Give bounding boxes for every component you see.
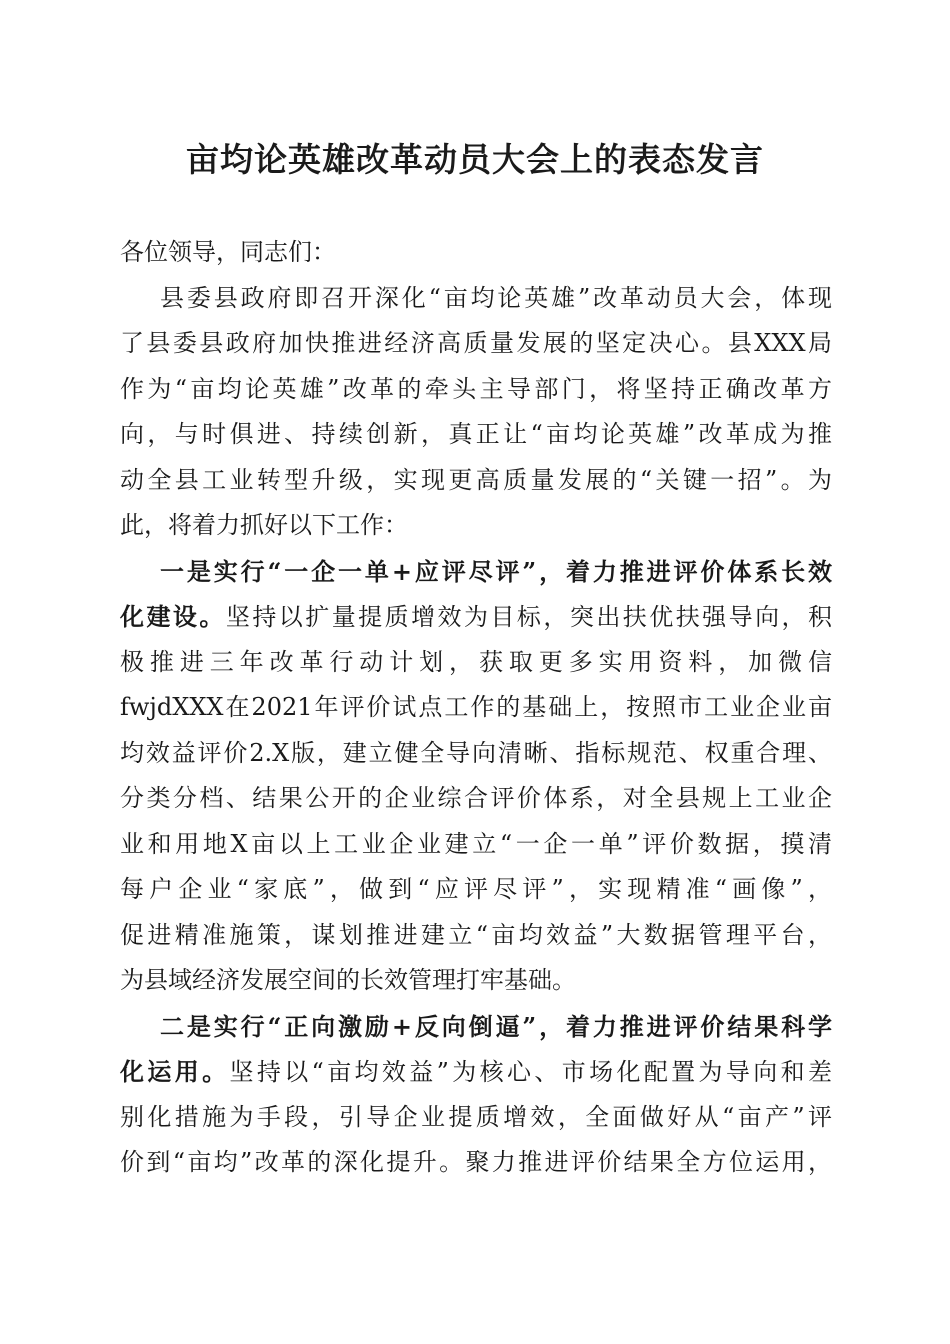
- line-text: 均效益评价2.X版，建立健全导向清晰、指标规范、权重合理、: [120, 738, 832, 767]
- line-text: 作为“亩均论英雄”改革的牵头主导部门，将坚持正确改革方: [120, 374, 832, 403]
- text-line: [120, 1004, 832, 1050]
- line-text: 分类分档、结果公开的企业综合评价体系，对全县规上工业企: [120, 784, 832, 812]
- text-line: [120, 503, 832, 549]
- text-line: [120, 640, 832, 686]
- document-title: 亩均论英雄改革动员大会上的表态发言: [186, 140, 764, 179]
- text-line: [120, 731, 832, 777]
- text-line: [120, 958, 832, 1004]
- bold-heading-text: 二是实行“正向激励+反向倒逼”，着力推进评价结果科学: [160, 1011, 832, 1041]
- line-text: 极推进三年改革行动计划，获取更多实用资料，加微信: [120, 647, 832, 676]
- text-line: [120, 1095, 832, 1141]
- text-line: [120, 321, 832, 367]
- text-line: [120, 913, 832, 959]
- bold-heading-text: 化运用。: [120, 1057, 230, 1086]
- text-line: [120, 412, 832, 458]
- line-text: 每户企业“家底”，做到“应评尽评”，实现精准“画像”，: [120, 875, 832, 903]
- bold-heading-text: 一是实行“一企一单+应评尽评”，着力推进评价体系长效: [160, 556, 832, 586]
- line-text: 此，将着力抓好以下工作：: [120, 511, 408, 539]
- line-text: 县委县政府即召开深化“亩均论英雄”改革动员大会，体现: [160, 283, 832, 312]
- text-line: [120, 230, 832, 276]
- line-text: 坚持以“亩均效益”为核心、市场化配置为导向和差: [229, 1058, 833, 1086]
- text-line: [120, 685, 832, 731]
- text-line: [120, 1140, 832, 1186]
- line-text: 别化措施为手段，引导企业提质增效，全面做好从“亩产”评: [120, 1102, 832, 1131]
- text-line: [120, 822, 832, 868]
- line-text: fwjdXXX在2021年评价试点工作的基础上，按照市工业企业亩: [120, 693, 832, 721]
- bold-heading-text: 化建设。: [120, 602, 226, 631]
- text-line: [120, 594, 832, 640]
- text-line: [120, 867, 832, 913]
- text-line: [120, 458, 832, 504]
- document-body: [120, 230, 832, 1186]
- text-line: [120, 549, 832, 595]
- line-text: 坚持以扩量提质增效为目标，突出扶优扶强导向，积: [225, 603, 833, 631]
- line-text: 业和用地X亩以上工业企业建立“一企一单”评价数据，摸清: [120, 829, 832, 858]
- text-line: [120, 367, 832, 413]
- line-text: 了县委县政府加快推进经济高质量发展的坚定决心。县XXX局: [120, 329, 832, 357]
- line-text: 促进精准施策，谋划推进建立“亩均效益”大数据管理平台，: [120, 920, 832, 949]
- text-line: [120, 276, 832, 322]
- text-line: [120, 776, 832, 822]
- line-text: 动全县工业转型升级，实现更高质量发展的“关键一招”。为: [120, 465, 832, 494]
- line-text: 向，与时俱进、持续创新，真正让“亩均论英雄”改革成为推: [120, 420, 832, 448]
- text-line: [120, 1049, 832, 1095]
- line-text: 价到“亩均”改革的深化提升。聚力推进评价结果全方位运用，: [120, 1148, 832, 1176]
- line-text: 为县域经济发展空间的长效管理打牢基础。: [120, 966, 576, 994]
- line-text: 各位领导，同志们：: [120, 238, 336, 266]
